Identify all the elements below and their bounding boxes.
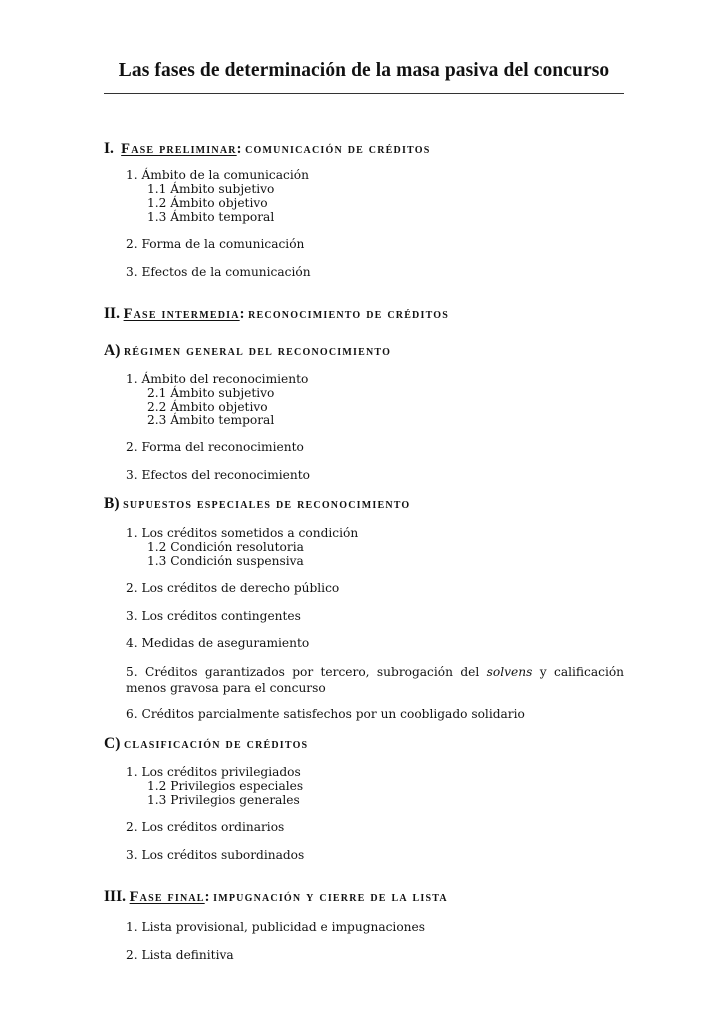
list-subitem: 1.2 Condición resolutoria (147, 540, 304, 554)
list-item-text: y calificación menos gravosa para el concurso (126, 665, 625, 695)
section-phase: Fase intermedia (123, 306, 240, 322)
list-subitem: 2.3 Ámbito temporal (147, 413, 275, 427)
title-rule (104, 93, 624, 94)
list-subitem: 1.1 Ámbito subjetivo (147, 182, 275, 196)
list-item: 6. Créditos parcialmente satisfechos por un coobligado solidario (126, 707, 525, 721)
list-subitem: 1.2 Privilegios especiales (147, 779, 304, 793)
list-item: 1. Ámbito de la comunicación (126, 168, 309, 182)
subsection-letter: C) (104, 735, 121, 752)
list-subitem: 1.3 Privilegios generales (147, 793, 300, 807)
subsection-heading-a (104, 342, 391, 360)
subsection-letter: B) (104, 495, 120, 512)
section-number: II. (104, 305, 120, 322)
subsection-title: supuestos especiales de reconocimiento (123, 496, 411, 512)
list-item: 2. Forma del reconocimiento (126, 440, 304, 454)
list-item: 1. Lista provisional, publicidad e impugnaciones (126, 920, 425, 934)
list-subitem: 1.3 Condición suspensiva (147, 554, 304, 568)
list-item: 2. Forma de la comunicación (126, 237, 305, 251)
list-item: 3. Efectos de la comunicación (126, 265, 311, 279)
list-subitem: 2.2 Ámbito objetivo (147, 400, 268, 414)
section-heading-iii (104, 888, 448, 906)
list-item-italic-term: solvens (486, 665, 533, 679)
list-item: 3. Los créditos contingentes (126, 609, 301, 623)
subsection-heading-b (104, 495, 410, 513)
section-phase: Fase final (129, 889, 205, 905)
list-subitem: 1.3 Ámbito temporal (147, 210, 275, 224)
subsection-title: clasificación de créditos (123, 736, 309, 752)
subsection-heading-c (104, 735, 308, 753)
subsection-title: régimen general del reconocimiento (123, 343, 392, 359)
list-item: 1. Los créditos privilegiados (126, 765, 301, 779)
list-item: 2. Los créditos de derecho público (126, 581, 340, 595)
list-item: 3. Los créditos subordinados (126, 848, 305, 862)
section-heading-i (104, 140, 430, 158)
list-item-text: 5. Créditos garantizados por tercero, subrogación del (126, 665, 480, 679)
section-separator: : (204, 889, 210, 905)
section-separator: : (239, 306, 245, 322)
section-subtitle: comunicación de créditos (245, 141, 431, 157)
section-phase: Fase preliminar (121, 141, 237, 157)
list-item: 1. Ámbito del reconocimiento (126, 372, 309, 386)
list-subitem: 1.2 Ámbito objetivo (147, 196, 268, 210)
list-item: 3. Efectos del reconocimiento (126, 468, 310, 482)
list-item (126, 664, 624, 696)
section-heading-ii (104, 305, 449, 323)
section-subtitle: impugnación y cierre de la lista (213, 889, 448, 905)
page-title: Las fases de determinación de la masa pasiva del concurso (118, 60, 610, 81)
list-item: 2. Los créditos ordinarios (126, 820, 285, 834)
list-item: 4. Medidas de aseguramiento (126, 636, 310, 650)
section-number: III. (104, 888, 126, 905)
subsection-letter: A) (104, 342, 121, 359)
section-number: I. (104, 140, 114, 157)
list-item: 2. Lista definitiva (126, 948, 234, 962)
list-subitem: 2.1 Ámbito subjetivo (147, 386, 275, 400)
list-item: 1. Los créditos sometidos a condición (126, 526, 359, 540)
section-subtitle: reconocimiento de créditos (248, 306, 450, 322)
section-separator: : (236, 141, 242, 157)
